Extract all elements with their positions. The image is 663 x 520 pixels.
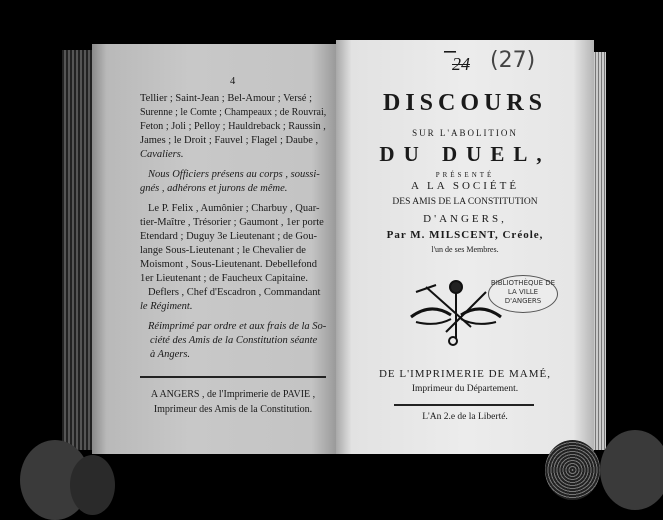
imprint-line-content: Imprimeur des Amis de la Constitution. [153,404,313,415]
city: D'ANGERS, [423,213,507,225]
finger-left [70,455,115,515]
text-line-content: à Angers. [150,349,191,360]
text-line [140,216,326,230]
text-line-content: lange Sous-Lieutenant ; le Chevalier de [140,245,306,256]
presented: PRÉSENTÉ [435,171,495,179]
imprint-line-content: A ANGERS , de l'Imprimerie de PAVIE , [150,389,316,400]
struck-handwriting: — [444,44,456,58]
text-line-content: le Régiment. [140,301,193,312]
text-line [140,92,326,106]
text-line-content: Le P. Felix , Aumônier ; Charbuy , Quar- [148,203,320,214]
text-line-content: Tellier ; Saint-Jean ; Bel-Amour ; Versé ; [140,93,312,104]
text-line [140,244,326,258]
text-line-content: gnés , adhérons et jurons de même. [140,183,288,194]
text-line-content: 1er Lieutenant ; de Faucheux Capitaine. [140,273,308,284]
text-line [140,148,326,162]
date: L'An 2.e de la Liberté. [422,412,508,422]
author-note: l'un de ses Membres. [431,245,499,254]
handwritten-number: 24 [452,54,470,74]
left-page [92,44,336,454]
text-line [150,348,326,362]
text-line [148,286,326,300]
text-line-content: Cavaliers. [140,149,184,160]
to-society: A LA SOCIÉTÉ [410,180,520,192]
author: Par M. MILSCENT, Créole, [386,229,544,241]
text-line-content: Deflers , Chef d'Escadron , Commandant [148,287,321,298]
imprint-line [140,388,326,401]
imprint-line [140,403,326,416]
text-line-content: Surenne ; le Comte ; Champeaux ; de Rouvrai, [140,107,327,118]
printer: DE L'IMPRIMERIE DE MAMÉ, [378,368,552,380]
text-line [140,120,326,134]
title: DISCOURS [382,90,548,116]
title-duel: DU DUEL, [379,142,551,166]
society-name: DES AMIS DE LA CONSTITUTION [392,197,538,207]
text-line-content: Feton ; Joli ; Pelloy ; Hauldreback ; Raussin , [140,121,326,132]
text-line [148,168,326,182]
text-line [140,258,326,272]
subtitle: SUR L'ABOLITION [412,128,518,138]
divider [140,376,326,378]
text-line-content: Etendard ; Duguy 3e Lieutenant ; de Gou- [140,231,317,242]
book-edge-right [592,52,606,450]
text-line [140,272,326,286]
glove-right [545,440,600,500]
text-line [148,202,326,216]
text-line-content: James ; le Droit ; Fauvel ; Flagel ; Daube , [140,135,319,146]
text-line-content: Nous Officiers présens au corps , soussi- [148,169,320,180]
text-line-content: Moismont , Sous-Lieutenant. Debellefond [140,259,318,270]
printer-title: Imprimeur du Département. [411,384,519,394]
text-line-content: ciété des Amis de la Constitution séante [150,335,318,346]
handwritten-call-number: (27) [490,48,536,73]
page-number: 4 [230,76,236,87]
text-line [140,230,326,244]
thumb-right [600,430,663,510]
library-stamp [488,275,558,313]
text-line [140,300,326,314]
text-line [140,134,326,148]
divider [394,404,534,406]
text-line-content: Réimprimé par ordre et aux frais de la So- [148,321,327,332]
book-edge-left [62,50,92,450]
text-line-content: tier-Maître , Trésorier ; Gaumont , 1er porte [140,217,324,228]
text-line [140,182,326,196]
text-line [140,106,326,120]
text-line [148,320,326,334]
text-line [150,334,326,348]
right-page [336,40,594,454]
stamp-text: BIBLIOTHÈQUE DE LA VILLE D'ANGERS [490,279,556,305]
